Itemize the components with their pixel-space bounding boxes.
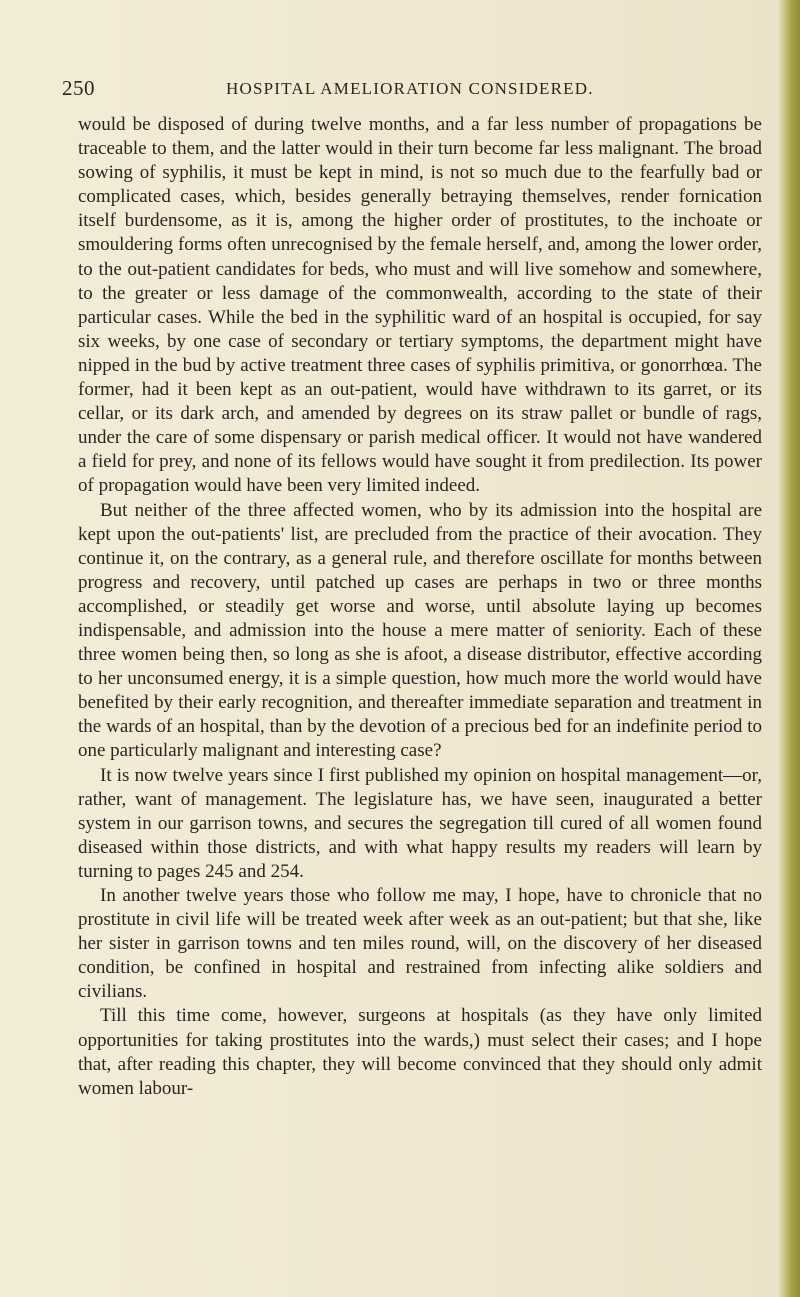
paragraph-2: But neither of the three affected women, who by its admission into the hospital are kept upon the out-patients' list, are precluded from the practice of their avocation. They continue it, on the contrary, as a general rule, and therefore oscillate for months between progress and recovery, until patched up cases are perhaps in two or three months accomplished, or steadily get worse and worse, until absolute laying up becomes indispensable, and admission into the house a mere matter of seniority. Each of these three women being then, so long as she is afoot, a disease distributor, effective according to her unconsumed energy, it is a simple question, how much more the world would have benefited by their early recognition, and thereafter immediate separation and treatment in the wards of an hospital, than by the devotion of a precious bed for an indefinite period to one particularly malignant and interesting case? bbox=[78, 499, 762, 762]
body-text bbox=[78, 113, 762, 1101]
paragraph-3: It is now twelve years since I first published my opinion on hospital management—or, rather, want of management. The legislature has, we have seen, inaugurated a better system in our garrison towns, and secures the segregation till cured of all women found diseased within those districts, and with what happy results my readers will learn by turning to pages 245 and 254. bbox=[78, 764, 762, 882]
running-title: HOSPITAL AMELIORATION CONSIDERED. bbox=[226, 79, 594, 98]
page-header bbox=[62, 76, 762, 106]
page-number: 250 bbox=[62, 76, 95, 100]
paragraph-1: would be disposed of during twelve months, and a far less number of propagations be traceable to them, and the latter would in their turn become far less malignant. The broad sowing of syphilis, it must be kept in mind, is not so much due to the fearfully bad or complicated cases, which, besides generally betraying themselves, render fornication itself burdensome, as it is, among the higher order of prostitutes, to the inchoate or smouldering forms often unrecognised by the female herself, and, among the lower order, to the out-patient candidates for beds, who must and will live somehow and somewhere, to the greater or less damage of the commonwealth, according to the state of their particular cases. While the bed in the syphilitic ward of an hospital is occupied, for say six weeks, by one case of secondary or tertiary symptoms, the department might have nipped in the bud by active treatment three cases of syphilis primitiva, or gonorrhœa. The former, had it been kept as an out-patient, would have withdrawn to its garret, or its cellar, or its dark arch, and amended by degrees on its straw pallet or bundle of rags, under the care of some dispensary or parish medical officer. It would not have wandered a field for prey, and none of its fellows would have sought it from predilection. Its power of propagation would have been very limited indeed. bbox=[78, 114, 762, 497]
page-edge-shading bbox=[778, 0, 800, 1297]
paragraph-4: In another twelve years those who follow me may, I hope, have to chronicle that no prostitute in civil life will be treated week after week as an out-patient; but that she, like her sister in garrison towns and ten miles round, will, on the discovery of her diseased condition, be confined in hospital and restrained from infecting alike soldiers and civilians. bbox=[78, 885, 762, 1003]
paragraph-5: Till this time come, however, surgeons at hospitals (as they have only limited opportunities for taking prostitutes into the wards,) must select their cases; and I hope that, after reading this chapter, they will become convinced that they should only admit women labour- bbox=[78, 1005, 762, 1099]
